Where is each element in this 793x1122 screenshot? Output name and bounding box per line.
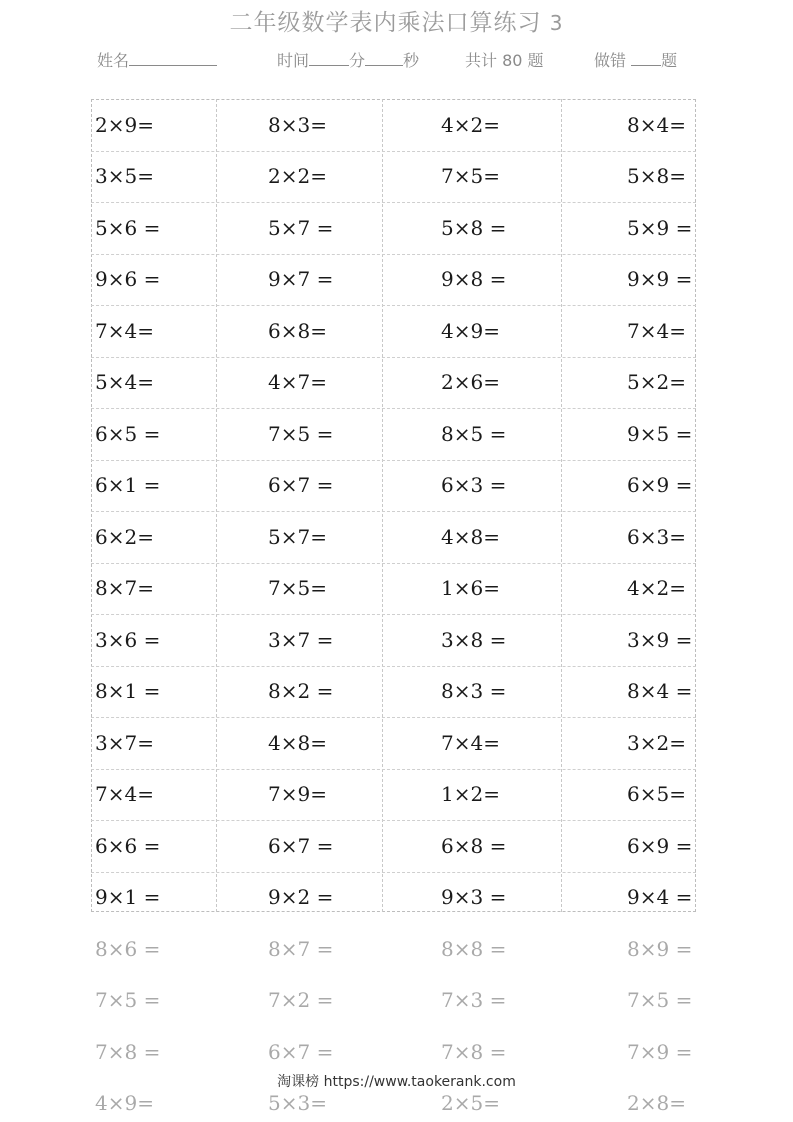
problem-r7-c1: 6×5 =	[95, 422, 161, 446]
problem-r2-c1: 3×5=	[95, 164, 154, 188]
problem-r10-c3: 1×6=	[441, 576, 500, 600]
problem-r15-c1: 6×6 =	[95, 834, 161, 858]
problem-r16-c4: 9×4 =	[627, 885, 693, 909]
grid-row-divider	[91, 460, 696, 461]
grid-row-divider	[91, 305, 696, 306]
problem-r13-c1: 3×7=	[95, 731, 154, 755]
problem-r4-c2: 9×7 =	[268, 267, 334, 291]
problem-r19-c3: 7×8 =	[441, 1040, 507, 1064]
problem-r20-c3: 2×5=	[441, 1091, 500, 1115]
grid-row-divider	[91, 563, 696, 564]
problem-r8-c3: 6×3 =	[441, 473, 507, 497]
minute-label: 分	[349, 51, 366, 70]
problem-r1-c3: 4×2=	[441, 113, 500, 137]
problem-r18-c2: 7×2 =	[268, 988, 334, 1012]
grid-column-divider	[561, 99, 562, 912]
grid-row-divider	[91, 769, 696, 770]
grid-column-divider	[382, 99, 383, 912]
problem-r20-c2: 5×3=	[268, 1091, 327, 1115]
problem-r16-c2: 9×2 =	[268, 885, 334, 909]
problem-r11-c3: 3×8 =	[441, 628, 507, 652]
problem-r7-c4: 9×5 =	[627, 422, 693, 446]
problem-r8-c1: 6×1 =	[95, 473, 161, 497]
problem-r8-c4: 6×9 =	[627, 473, 693, 497]
problem-r5-c3: 4×9=	[441, 319, 500, 343]
problem-r17-c1: 8×6 =	[95, 937, 161, 961]
problem-r14-c2: 7×9=	[268, 782, 327, 806]
problem-r15-c4: 6×9 =	[627, 834, 693, 858]
problem-r18-c1: 7×5 =	[95, 988, 161, 1012]
grid-row-divider	[91, 254, 696, 255]
problem-r8-c2: 6×7 =	[268, 473, 334, 497]
problem-r7-c2: 7×5 =	[268, 422, 334, 446]
problem-r19-c2: 6×7 =	[268, 1040, 334, 1064]
grid-row-divider	[91, 151, 696, 152]
grid-column-divider	[216, 99, 217, 912]
problem-r12-c1: 8×1 =	[95, 679, 161, 703]
problem-r14-c1: 7×4=	[95, 782, 154, 806]
grid-row-divider	[91, 872, 696, 873]
problem-r5-c1: 7×4=	[95, 319, 154, 343]
watermark: 淘课榜 https://www.taokerank.com	[277, 1074, 516, 1090]
problem-r11-c2: 3×7 =	[268, 628, 334, 652]
grid-row-divider	[91, 666, 696, 667]
problem-r6-c2: 4×7=	[268, 370, 327, 394]
problem-r10-c1: 8×7=	[95, 576, 154, 600]
name-label: 姓名	[97, 51, 130, 70]
problem-r16-c3: 9×3 =	[441, 885, 507, 909]
problem-r10-c4: 4×2=	[627, 576, 686, 600]
problem-r17-c4: 8×9 =	[627, 937, 693, 961]
grid-row-divider	[91, 820, 696, 821]
problem-r20-c1: 4×9=	[95, 1091, 154, 1115]
problem-r14-c3: 1×2=	[441, 782, 500, 806]
problem-r10-c2: 7×5=	[268, 576, 327, 600]
problem-r4-c1: 9×6 =	[95, 267, 161, 291]
problem-r3-c2: 5×7 =	[268, 216, 334, 240]
problem-grid-border	[91, 99, 696, 912]
problem-r2-c3: 7×5=	[441, 164, 500, 188]
problem-r1-c1: 2×9=	[95, 113, 154, 137]
problem-r14-c4: 6×5=	[627, 782, 686, 806]
problem-r9-c1: 6×2=	[95, 525, 154, 549]
problem-r5-c2: 6×8=	[268, 319, 327, 343]
problem-r6-c3: 2×6=	[441, 370, 500, 394]
problem-r19-c4: 7×9 =	[627, 1040, 693, 1064]
title-text: 二年级数学表内乘法口算练习	[229, 10, 542, 36]
problem-r1-c2: 8×3=	[268, 113, 327, 137]
wrong-unit: 题	[661, 51, 678, 70]
problem-r7-c3: 8×5 =	[441, 422, 507, 446]
grid-row-divider	[91, 614, 696, 615]
grid-row-divider	[91, 357, 696, 358]
problem-r13-c2: 4×8=	[268, 731, 327, 755]
problem-r12-c3: 8×3 =	[441, 679, 507, 703]
problem-r9-c2: 5×7=	[268, 525, 327, 549]
problem-r13-c3: 7×4=	[441, 731, 500, 755]
problem-r17-c3: 8×8 =	[441, 937, 507, 961]
problem-r12-c4: 8×4 =	[627, 679, 693, 703]
problem-r2-c4: 5×8=	[627, 164, 686, 188]
problem-r3-c4: 5×9 =	[627, 216, 693, 240]
problem-r11-c4: 3×9 =	[627, 628, 693, 652]
total-label: 共计 80 题	[465, 51, 544, 70]
problem-r6-c4: 5×2=	[627, 370, 686, 394]
problem-r6-c1: 5×4=	[95, 370, 154, 394]
problem-r9-c4: 6×3=	[627, 525, 686, 549]
second-label: 秒	[403, 51, 420, 70]
wrong-label: 做错	[594, 51, 627, 70]
problem-r16-c1: 9×1 =	[95, 885, 161, 909]
problem-r13-c4: 3×2=	[627, 731, 686, 755]
problem-r9-c3: 4×8=	[441, 525, 500, 549]
grid-row-divider	[91, 511, 696, 512]
problem-r15-c3: 6×8 =	[441, 834, 507, 858]
problem-r17-c2: 8×7 =	[268, 937, 334, 961]
problem-r4-c4: 9×9 =	[627, 267, 693, 291]
problem-r1-c4: 8×4=	[627, 113, 686, 137]
problem-r15-c2: 6×7 =	[268, 834, 334, 858]
grid-row-divider	[91, 202, 696, 203]
problem-r18-c3: 7×3 =	[441, 988, 507, 1012]
problem-r11-c1: 3×6 =	[95, 628, 161, 652]
problem-r5-c4: 7×4=	[627, 319, 686, 343]
time-label: 时间	[277, 51, 310, 70]
grid-row-divider	[91, 408, 696, 409]
problem-r19-c1: 7×8 =	[95, 1040, 161, 1064]
title-number: 3	[549, 11, 564, 35]
problem-r3-c1: 5×6 =	[95, 216, 161, 240]
problem-r4-c3: 9×8 =	[441, 267, 507, 291]
problem-r20-c4: 2×8=	[627, 1091, 686, 1115]
problem-r2-c2: 2×2=	[268, 164, 327, 188]
grid-row-divider	[91, 717, 696, 718]
problem-r12-c2: 8×2 =	[268, 679, 334, 703]
problem-r3-c3: 5×8 =	[441, 216, 507, 240]
problem-r18-c4: 7×5 =	[627, 988, 693, 1012]
